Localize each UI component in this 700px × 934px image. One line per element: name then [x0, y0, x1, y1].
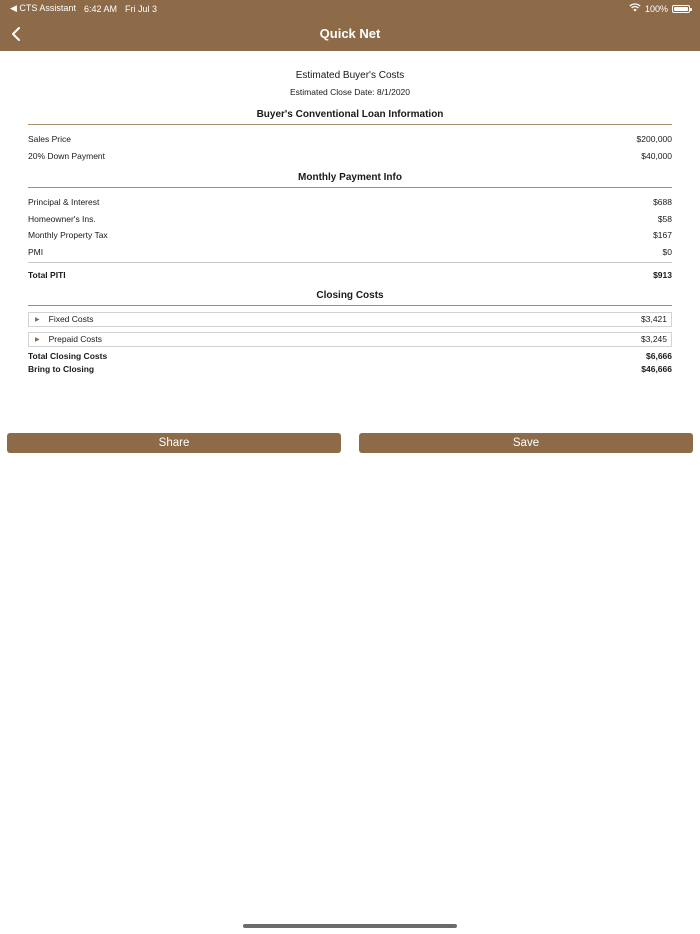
status-bar [0, 0, 700, 17]
row-value: $3,245 [641, 334, 667, 344]
loan-row [28, 131, 672, 148]
row-value: $40,000 [641, 150, 672, 161]
row-value: $58 [657, 213, 672, 224]
save-button[interactable]: Save [359, 433, 693, 453]
disclosure-triangle-icon: ▶ [35, 316, 40, 323]
row-label: Principal & Interest [28, 197, 100, 208]
row-value: $3,421 [641, 314, 667, 324]
page-title: Quick Net [319, 26, 381, 41]
action-buttons [7, 433, 693, 453]
monthly-row [28, 244, 672, 261]
total-piti-row [28, 267, 672, 284]
battery-percent: 100% [644, 3, 668, 14]
total-closing-costs-row [28, 349, 672, 363]
row-value: $0 [662, 246, 672, 257]
bring-to-closing-row [28, 363, 672, 376]
row-label: PMI [28, 246, 44, 257]
back-to-app-link[interactable]: ◀ CTS Assistant [10, 3, 76, 13]
row-value: $6,666 [646, 350, 672, 361]
status-time: 6:42 AM [83, 3, 117, 14]
row-label: Homeowner's Ins. [28, 213, 96, 224]
monthly-rows [28, 194, 672, 284]
share-button[interactable]: Share [7, 433, 341, 453]
row-label: Prepaid Costs [48, 334, 103, 344]
loan-section-title: Buyer's Conventional Loan Information [28, 109, 672, 125]
row-value: $913 [653, 270, 672, 281]
report-content [28, 60, 672, 376]
row-value: $200,000 [636, 134, 672, 145]
monthly-row [28, 194, 672, 211]
disclosure-triangle-icon: ▶ [35, 336, 40, 343]
row-value: $688 [653, 197, 672, 208]
wifi-icon [629, 3, 641, 14]
closing-section-title: Closing Costs [28, 290, 672, 306]
close-date: Estimated Close Date: 8/1/2020 [289, 87, 410, 97]
loan-rows [28, 131, 672, 164]
row-label: Total Closing Costs [28, 350, 108, 361]
monthly-row [28, 227, 672, 244]
row-label: Bring to Closing [28, 364, 95, 374]
row-label: Fixed Costs [48, 314, 94, 324]
row-value: $167 [653, 230, 672, 241]
battery-icon [672, 5, 690, 13]
nav-bar [0, 17, 700, 51]
status-date: Fri Jul 3 [124, 3, 157, 14]
row-label: Total PITI [28, 270, 66, 281]
divider [28, 262, 672, 263]
row-value: $46,666 [641, 364, 672, 374]
prepaid-costs-expander[interactable] [28, 332, 672, 347]
monthly-section-title: Monthly Payment Info [28, 172, 672, 188]
home-indicator[interactable] [243, 924, 457, 928]
fixed-costs-expander[interactable] [28, 312, 672, 327]
row-label: Sales Price [28, 134, 71, 145]
closing-rows [28, 312, 672, 376]
report-title: Estimated Buyer's Costs [295, 70, 405, 81]
row-label: Monthly Property Tax [28, 230, 108, 241]
monthly-row [28, 211, 672, 228]
loan-row [28, 148, 672, 165]
row-label: 20% Down Payment [28, 150, 106, 161]
top-bar [0, 0, 700, 51]
